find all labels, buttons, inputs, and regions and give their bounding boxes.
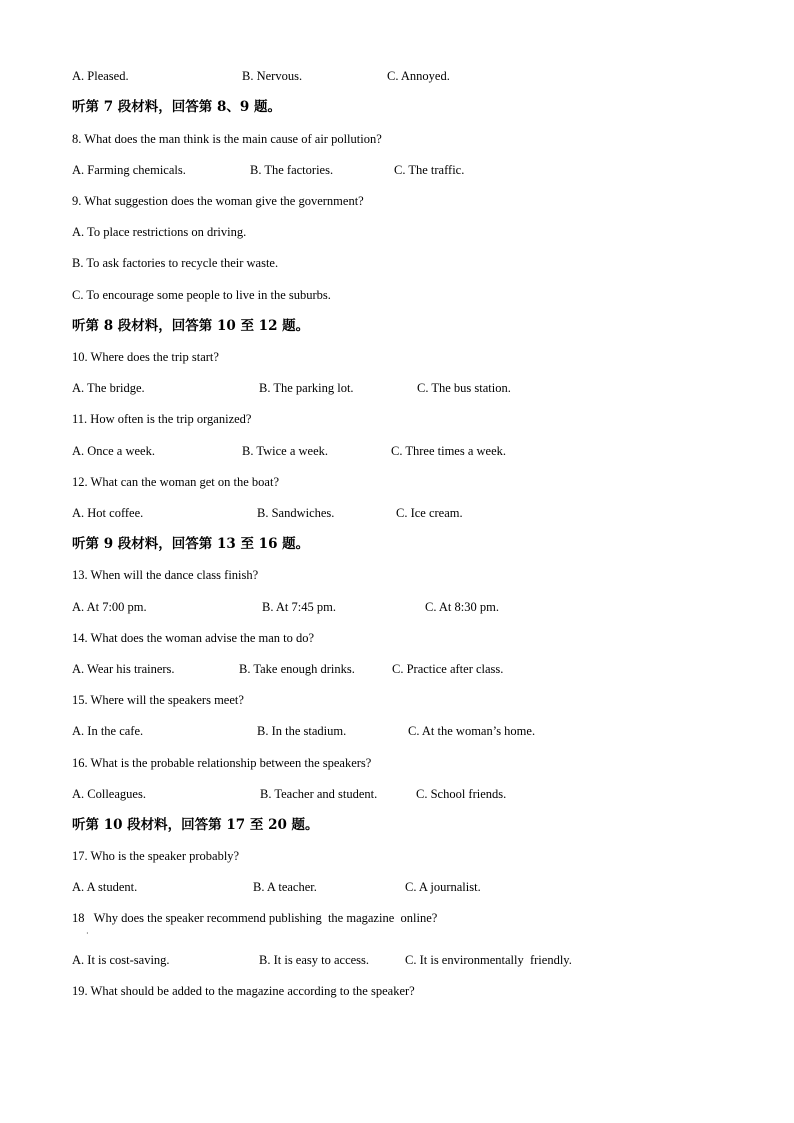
q7-option-c: C. Annoyed. bbox=[387, 69, 450, 83]
q11-option-a: A. Once a week. bbox=[72, 444, 155, 458]
section10-header: 听第 10 段材料，回答第 17 至 20 题。 bbox=[72, 817, 319, 833]
stray-mark: · bbox=[86, 929, 89, 938]
q17-question: 17. Who is the speaker probably? bbox=[72, 849, 240, 863]
q7-option-a: A. Pleased. bbox=[72, 69, 129, 83]
q15-option-b: B. In the stadium. bbox=[257, 724, 347, 738]
q15-option-a: A. In the cafe. bbox=[72, 724, 144, 738]
section8-header: 听第 8 段材料，回答第 10 至 12 题。 bbox=[72, 318, 310, 334]
q16-option-c: C. School friends. bbox=[416, 787, 507, 801]
q10-question: 10. Where does the trip start? bbox=[72, 350, 219, 364]
q13-option-c: C. At 8:30 pm. bbox=[425, 600, 499, 614]
section9-header: 听第 9 段材料，回答第 13 至 16 题。 bbox=[72, 536, 310, 552]
q11-option-b: B. Twice a week. bbox=[242, 444, 329, 458]
q16-option-a: A. Colleagues. bbox=[72, 787, 146, 801]
q15-question: 15. Where will the speakers meet? bbox=[72, 693, 244, 707]
q11-option-c: C. Three times a week. bbox=[391, 444, 507, 458]
q12-question: 12. What can the woman get on the boat? bbox=[72, 475, 279, 489]
q8-option-a: A. Farming chemicals. bbox=[72, 163, 186, 177]
q17-option-b: B. A teacher. bbox=[253, 880, 317, 894]
section7-header: 听第 7 段材料，回答第 8、9 题。 bbox=[72, 99, 281, 115]
q13-option-b: B. At 7:45 pm. bbox=[262, 600, 336, 614]
q19-question: 19. What should be added to the magazine according to the speaker? bbox=[72, 984, 415, 998]
q10-option-c: C. The bus station. bbox=[417, 381, 511, 395]
q8-option-b: B. The factories. bbox=[250, 163, 334, 177]
q9-option-b: B. To ask factories to recycle their waste. bbox=[72, 256, 279, 270]
q8-question: 8. What does the man think is the main cause of air pollution? bbox=[72, 132, 382, 146]
q17-option-c: C. A journalist. bbox=[405, 880, 481, 894]
q16-option-b: B. Teacher and student. bbox=[260, 787, 378, 801]
q14-option-c: C. Practice after class. bbox=[392, 662, 504, 676]
q10-option-b: B. The parking lot. bbox=[259, 381, 354, 395]
q12-option-a: A. Hot coffee. bbox=[72, 506, 144, 520]
q14-option-b: B. Take enough drinks. bbox=[239, 662, 355, 676]
q9-question: 9. What suggestion does the woman give the government? bbox=[72, 194, 364, 208]
q18-question: 18 Why does the speaker recommend publishing the magazine online? bbox=[72, 911, 438, 925]
q16-question: 16. What is the probable relationship between the speakers? bbox=[72, 756, 372, 770]
q7-option-b: B. Nervous. bbox=[242, 69, 303, 83]
q15-option-c: C. At the woman’s home. bbox=[408, 724, 536, 738]
q9-option-a: A. To place restrictions on driving. bbox=[72, 225, 247, 239]
q14-option-a: A. Wear his trainers. bbox=[72, 662, 175, 676]
q18-option-c: C. It is environmentally friendly. bbox=[405, 953, 572, 967]
q8-option-c: C. The traffic. bbox=[394, 163, 465, 177]
q18-option-b: B. It is easy to access. bbox=[259, 953, 370, 967]
q13-option-a: A. At 7:00 pm. bbox=[72, 600, 147, 614]
q12-option-c: C. Ice cream. bbox=[396, 506, 463, 520]
q17-option-a: A. A student. bbox=[72, 880, 138, 894]
q9-option-c: C. To encourage some people to live in the suburbs. bbox=[72, 288, 331, 302]
q18-option-a: A. It is cost-saving. bbox=[72, 953, 170, 967]
q11-question: 11. How often is the trip organized? bbox=[72, 412, 252, 426]
q12-option-b: B. Sandwiches. bbox=[257, 506, 335, 520]
q10-option-a: A. The bridge. bbox=[72, 381, 145, 395]
q14-question: 14. What does the woman advise the man to do? bbox=[72, 631, 315, 645]
q13-question: 13. When will the dance class finish? bbox=[72, 568, 259, 582]
